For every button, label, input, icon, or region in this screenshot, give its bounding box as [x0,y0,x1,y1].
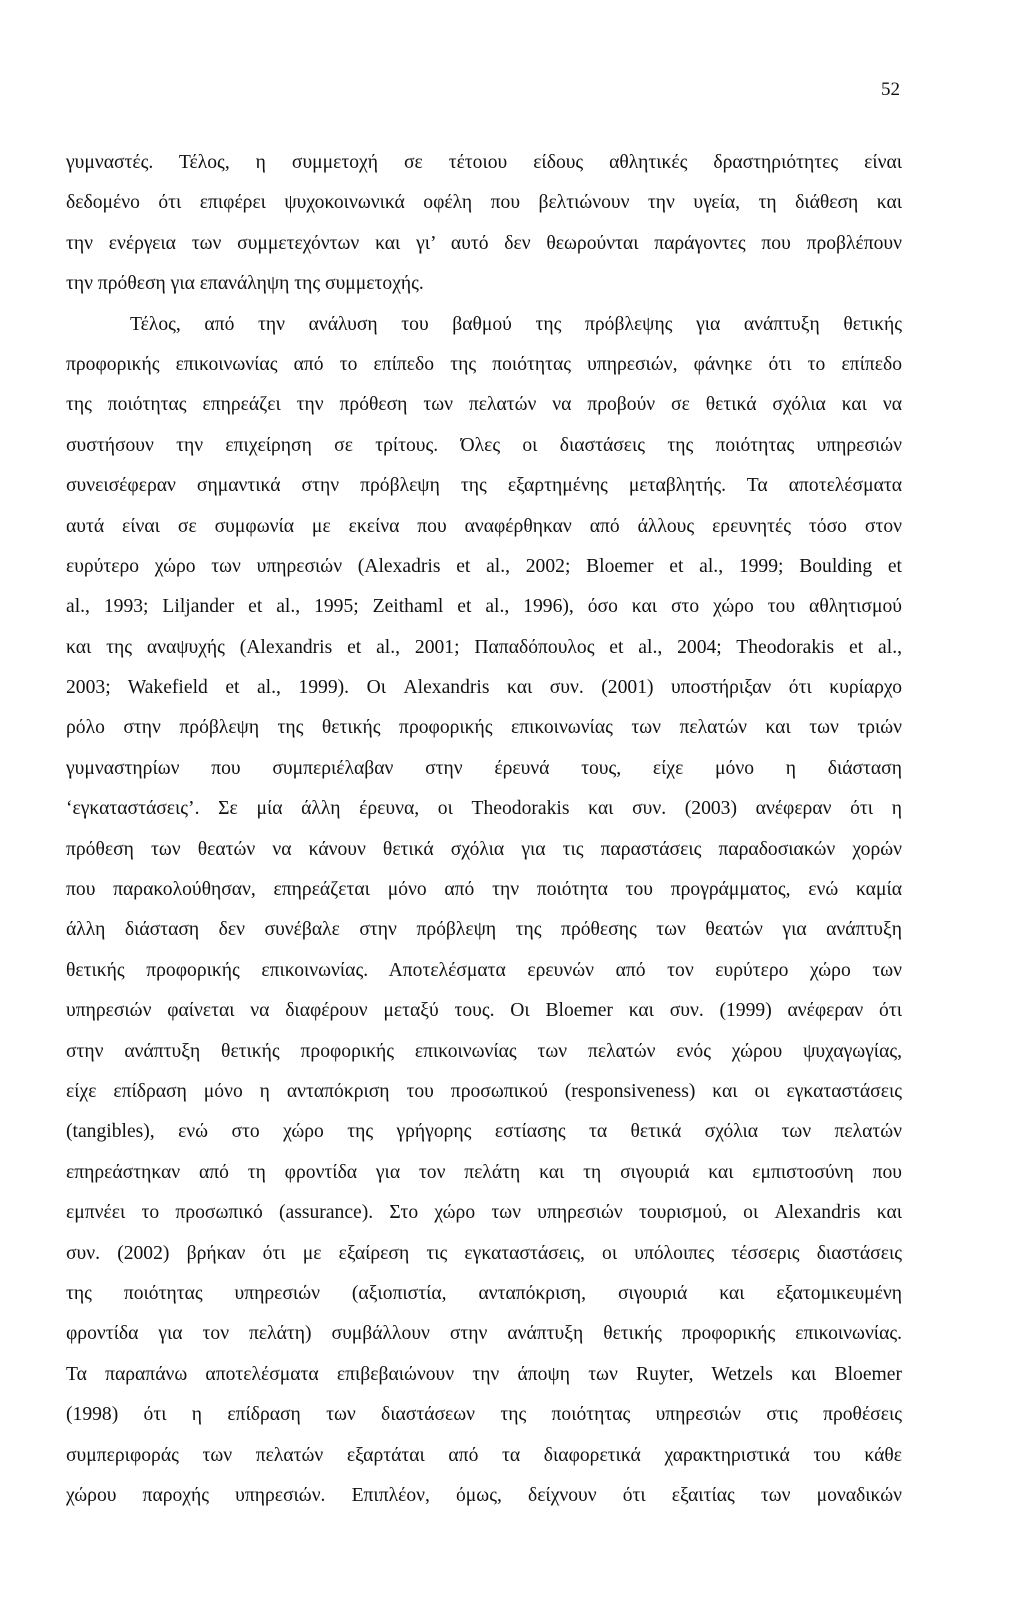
text-line: θετικής προφορικής επικοινωνίας. Αποτελέσματα ερευνών από τον ευρύτερο χώρο των [66,959,902,981]
text-line: χώρου παροχής υπηρεσιών. Επιπλέον, όμως, δείχνουν ότι εξαιτίας των μοναδικών [66,1484,902,1506]
text-line: γυμναστηρίων που συμπεριέλαβαν στην έρευνά τους, είχε μόνο η διάσταση [66,757,902,779]
text-line: ρόλο στην πρόβλεψη της θετικής προφορικής επικοινωνίας των πελατών και των τριών [66,717,902,739]
text-line: της ποιότητας επηρεάζει την πρόθεση των πελατών να προβούν σε θετικά σχόλια και να [66,394,902,416]
text-line: άλλη διάσταση δεν συνέβαλε στην πρόβλεψη της πρόθεσης των θεατών για ανάπτυξη [66,919,902,941]
text-line: της ποιότητας υπηρεσιών (αξιοπιστία, ανταπόκριση, σιγουριά και εξατομικευμένη [66,1282,902,1304]
text-line: Τέλος, από την ανάλυση του βαθμού της πρόβλεψης για ανάπτυξη θετικής [130,313,902,335]
text-line: αυτά είναι σε συμφωνία με εκείνα που αναφέρθηκαν από άλλους ερευνητές τόσο στον [66,515,902,537]
text-line: φροντίδα για τον πελάτη) συμβάλλουν στην ανάπτυξη θετικής προφορικής επικοινωνίας. [66,1323,902,1345]
text-line: συνεισέφεραν σημαντικά στην πρόβλεψη της εξαρτημένης μεταβλητής. Τα αποτελέσματα [66,475,902,497]
paragraph [66,143,902,305]
text-line: ‘εγκαταστάσεις’. Σε μία άλλη έρευνα, οι Theodorakis και συν. (2003) ανέφεραν ότι η [66,798,902,820]
text-line: πρόθεση των θεατών να κάνουν θετικά σχόλια για τις παραστάσεις παραδοσιακών χορών [66,838,902,860]
text-line: επηρεάστηκαν από τη φροντίδα για τον πελάτη και τη σιγουριά και εμπιστοσύνη που [66,1161,902,1183]
text-line: στην ανάπτυξη θετικής προφορικής επικοινωνίας των πελατών ενός χώρου ψυχαγωγίας, [66,1040,902,1062]
text-line: ευρύτερο χώρο των υπηρεσιών (Alexadris et al., 2002; Bloemer et al., 1999; Boulding et [66,555,902,577]
text-line: και της αναψυχής (Alexandris et al., 2001; Παπαδόπουλος et al., 2004; Theodorakis et al., [66,636,902,658]
text-line: που παρακολούθησαν, επηρεάζεται μόνο από την ποιότητα του προγράμματος, ενώ καμία [66,879,902,901]
page-number: 52 [881,79,900,100]
text-line: γυμναστές. Τέλος, η συμμετοχή σε τέτοιου είδους αθλητικές δραστηριότητες είναι [66,152,902,173]
text-line: Τα παραπάνω αποτελέσματα επιβεβαιώνουν την άποψη των Ruyter, Wetzels και Bloemer [66,1363,902,1385]
text-line: 2003; Wakefield et al., 1999). Οι Alexandris και συν. (2001) υποστήριξαν ότι κυρίαρχο [66,677,902,699]
body-text [66,143,902,1516]
text-line: al., 1993; Liljander et al., 1995; Zeithaml et al., 1996), όσο και στο χώρο του αθλητισμού [66,596,902,618]
text-line: εμπνέει το προσωπικό (assurance). Στο χώρο των υπηρεσιών τουρισμού, οι Alexandris και [66,1202,902,1224]
text-line: την ενέργεια των συμμετεχόντων και γι’ αυτό δεν θεωρούνται παράγοντες που προβλέπουν [66,232,902,254]
text-line: είχε επίδραση μόνο η ανταπόκριση του προσωπικού (responsiveness) και οι εγκαταστάσεις [66,1080,902,1102]
text-line: την πρόθεση για επανάληψη της συμμετοχής. [66,273,424,295]
text-line: συμπεριφοράς των πελατών εξαρτάται από τα διαφορετικά χαρακτηριστικά του κάθε [66,1444,902,1466]
text-line: δεδομένο ότι επιφέρει ψυχοκοινωνικά οφέλη που βελτιώνουν την υγεία, τη διάθεση και [66,192,902,214]
text-line: συστήσουν την επιχείρηση σε τρίτους. Όλες οι διαστάσεις της ποιότητας υπηρεσιών [66,434,902,456]
paragraph [66,305,902,1517]
text-line: συν. (2002) βρήκαν ότι με εξαίρεση τις εγκαταστάσεις, οι υπόλοιπες τέσσερις διαστάσεις [66,1242,902,1264]
text-line: (1998) ότι η επίδραση των διαστάσεων της ποιότητας υπηρεσιών στις προθέσεις [66,1404,902,1426]
text-line: προφορικής επικοινωνίας από το επίπεδο της ποιότητας υπηρεσιών, φάνηκε ότι το επίπεδο [66,353,902,375]
text-line: (tangibles), ενώ στο χώρο της γρήγορης εστίασης τα θετικά σχόλια των πελατών [66,1121,902,1143]
text-line: υπηρεσιών φαίνεται να διαφέρουν μεταξύ τους. Οι Bloemer και συν. (1999) ανέφεραν ότι [66,1000,902,1022]
